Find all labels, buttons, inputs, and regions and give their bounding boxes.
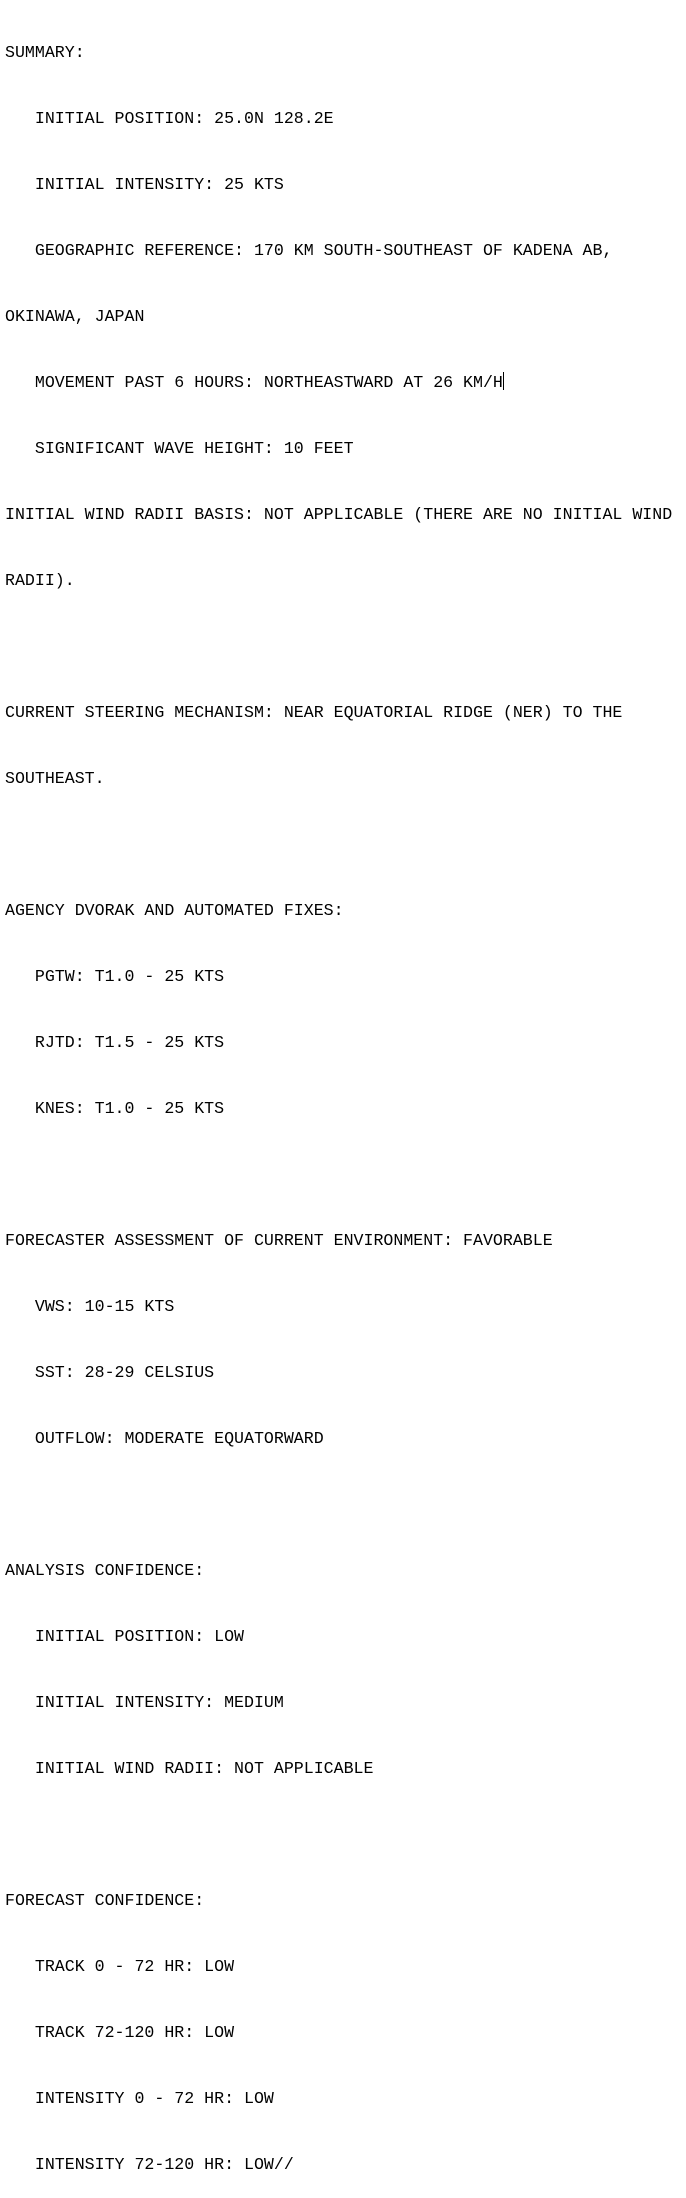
- initial-position-line: INITIAL POSITION: 25.0N 128.2E: [5, 109, 334, 128]
- wind-radii-basis-continued-line: RADII).: [5, 571, 75, 590]
- forecast-confidence-heading: FORECAST CONFIDENCE:: [5, 1891, 205, 1910]
- geographic-reference-continued-line: OKINAWA, JAPAN: [5, 307, 145, 326]
- movement-line: [5, 372, 686, 394]
- geographic-reference-line: GEOGRAPHIC REFERENCE: 170 KM SOUTH-SOUTHEAST OF KADENA AB,: [5, 241, 613, 260]
- steering-mechanism-continued-line: SOUTHEAST.: [5, 769, 105, 788]
- analysis-confidence-heading: ANALYSIS CONFIDENCE:: [5, 1561, 205, 1580]
- dvorak-fixes-heading: AGENCY DVORAK AND AUTOMATED FIXES:: [5, 901, 344, 920]
- outflow-line: OUTFLOW: MODERATE EQUATORWARD: [5, 1429, 324, 1448]
- sst-line: SST: 28-29 CELSIUS: [5, 1363, 215, 1382]
- intensity-0-72-confidence-line: INTENSITY 0 - 72 HR: LOW: [5, 2089, 274, 2108]
- environment-assessment-heading: FORECASTER ASSESSMENT OF CURRENT ENVIRONMENT: FAVORABLE: [5, 1231, 553, 1250]
- blank-line: [5, 1824, 686, 1846]
- rjtd-fix-line: RJTD: T1.5 - 25 KTS: [5, 1033, 225, 1052]
- analysis-wind-radii-confidence-line: INITIAL WIND RADII: NOT APPLICABLE: [5, 1759, 374, 1778]
- bulletin-text: [5, 0, 686, 2198]
- wave-height-line: SIGNIFICANT WAVE HEIGHT: 10 FEET: [5, 439, 354, 458]
- track-72-120-confidence-line: TRACK 72-120 HR: LOW: [5, 2023, 235, 2042]
- blank-line: [5, 834, 686, 856]
- intensity-72-120-confidence-line: INTENSITY 72-120 HR: LOW//: [5, 2155, 294, 2174]
- blank-line: [5, 1164, 686, 1186]
- pgtw-fix-line: PGTW: T1.0 - 25 KTS: [5, 967, 225, 986]
- vws-line: VWS: 10-15 KTS: [5, 1297, 175, 1316]
- steering-mechanism-line: CURRENT STEERING MECHANISM: NEAR EQUATORIAL RIDGE (NER) TO THE: [5, 703, 623, 722]
- analysis-intensity-confidence-line: INITIAL INTENSITY: MEDIUM: [5, 1693, 284, 1712]
- knes-fix-line: KNES: T1.0 - 25 KTS: [5, 1099, 225, 1118]
- initial-intensity-line: INITIAL INTENSITY: 25 KTS: [5, 175, 284, 194]
- track-0-72-confidence-line: TRACK 0 - 72 HR: LOW: [5, 1957, 235, 1976]
- wind-radii-basis-line: INITIAL WIND RADII BASIS: NOT APPLICABLE (THERE ARE NO INITIAL WIND: [5, 505, 673, 524]
- summary-heading: SUMMARY:: [5, 43, 85, 62]
- analysis-position-confidence-line: INITIAL POSITION: LOW: [5, 1627, 244, 1646]
- text-cursor: [503, 372, 504, 390]
- blank-line: [5, 1494, 686, 1516]
- blank-line: [5, 636, 686, 658]
- movement-text: MOVEMENT PAST 6 HOURS: NORTHEASTWARD AT 26 KM/H: [5, 373, 503, 392]
